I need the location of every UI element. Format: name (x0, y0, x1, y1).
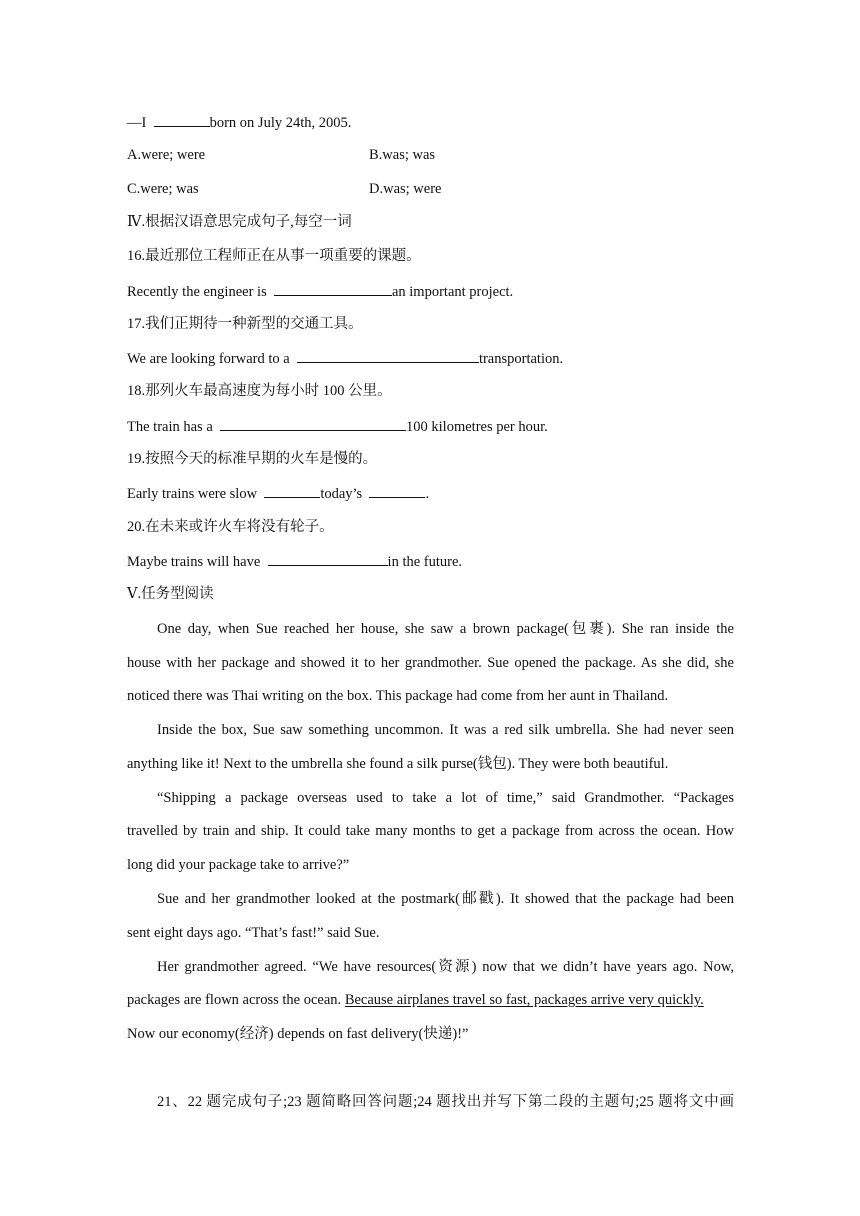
passage-p5-line2: packages are flown across the ocean. Because airplanes travel so fast, packages arrive very quickly. (127, 992, 704, 1008)
passage-p1-line1: One day, when Sue reached her house, she saw a brown package(包裹). She ran inside the (157, 621, 734, 637)
item-20-english: Maybe trains will have in the future. (127, 551, 462, 572)
item-17-english: We are looking forward to a transportation. (127, 348, 563, 369)
answer-blank[interactable] (264, 483, 320, 498)
passage-p5-line1: Her grandmother agreed. “We have resources(资源) now that we didn’t have years ago. Now, (157, 959, 734, 975)
answer-blank[interactable] (154, 112, 210, 127)
passage-p5-line3: Now our economy(经济) depends on fast delivery(快递)!” (127, 1026, 469, 1042)
task-instructions: 21、22 题完成句子;23 题简略回答问题;24 题找出并写下第二段的主题句;25 题将文中画 (157, 1094, 734, 1110)
item-16-english: Recently the engineer is an important project. (127, 281, 513, 302)
item-18-chinese: 18.那列火车最高速度为每小时 100 公里。 (127, 383, 392, 399)
answer-blank[interactable] (274, 281, 392, 296)
option-c[interactable]: C.were; was (127, 181, 199, 197)
item-20-chinese: 20.在未来或许火车将没有轮子。 (127, 519, 334, 535)
question-15-stem: —I born on July 24th, 2005. (127, 112, 351, 133)
answer-blank[interactable] (268, 551, 388, 566)
item-19-english: Early trains were slow today’s . (127, 483, 429, 504)
answer-blank[interactable] (369, 483, 425, 498)
passage-p3-line3: long did your package take to arrive?” (127, 857, 350, 873)
section-4-heading: Ⅳ.根据汉语意思完成句子,每空一词 (127, 214, 352, 230)
passage-p2-line1: Inside the box, Sue saw something uncommon. It was a red silk umbrella. She had never seen (157, 722, 734, 738)
underlined-sentence: Because airplanes travel so fast, packages arrive very quickly. (344, 992, 704, 1008)
item-19-chinese: 19.按照今天的标准早期的火车是慢的。 (127, 451, 378, 467)
option-d[interactable]: D.was; were (369, 181, 442, 197)
passage-p2-line2: anything like it! Next to the umbrella she found a silk purse(钱包). They were both beautiful. (127, 756, 669, 772)
item-16-chinese: 16.最近那位工程师正在从事一项重要的课题。 (127, 248, 421, 264)
passage-p4-line2: sent eight days ago. “That’s fast!” said Sue. (127, 925, 380, 941)
passage-p1-line2: house with her package and showed it to her grandmother. Sue opened the package. As she did, she (127, 655, 734, 671)
item-18-english: The train has a 100 kilometres per hour. (127, 416, 548, 437)
section-5-heading: Ⅴ.任务型阅读 (127, 586, 214, 602)
passage-p3-line1: “Shipping a package overseas used to take a lot of time,” said Grandmother. “Packages (157, 790, 734, 806)
answer-blank[interactable] (220, 416, 406, 431)
item-17-chinese: 17.我们正期待一种新型的交通工具。 (127, 316, 363, 332)
passage-p4-line1: Sue and her grandmother looked at the postmark(邮戳). It showed that the package had been (157, 891, 734, 907)
passage-p3-line2: travelled by train and ship. It could take many months to get a package from across the ocean. How (127, 823, 734, 839)
answer-blank[interactable] (297, 348, 479, 363)
option-b[interactable]: B.was; was (369, 147, 436, 163)
option-a[interactable]: A.were; were (127, 147, 206, 163)
passage-p1-line3: noticed there was Thai writing on the box. This package had come from her aunt in Thailand. (127, 688, 669, 704)
